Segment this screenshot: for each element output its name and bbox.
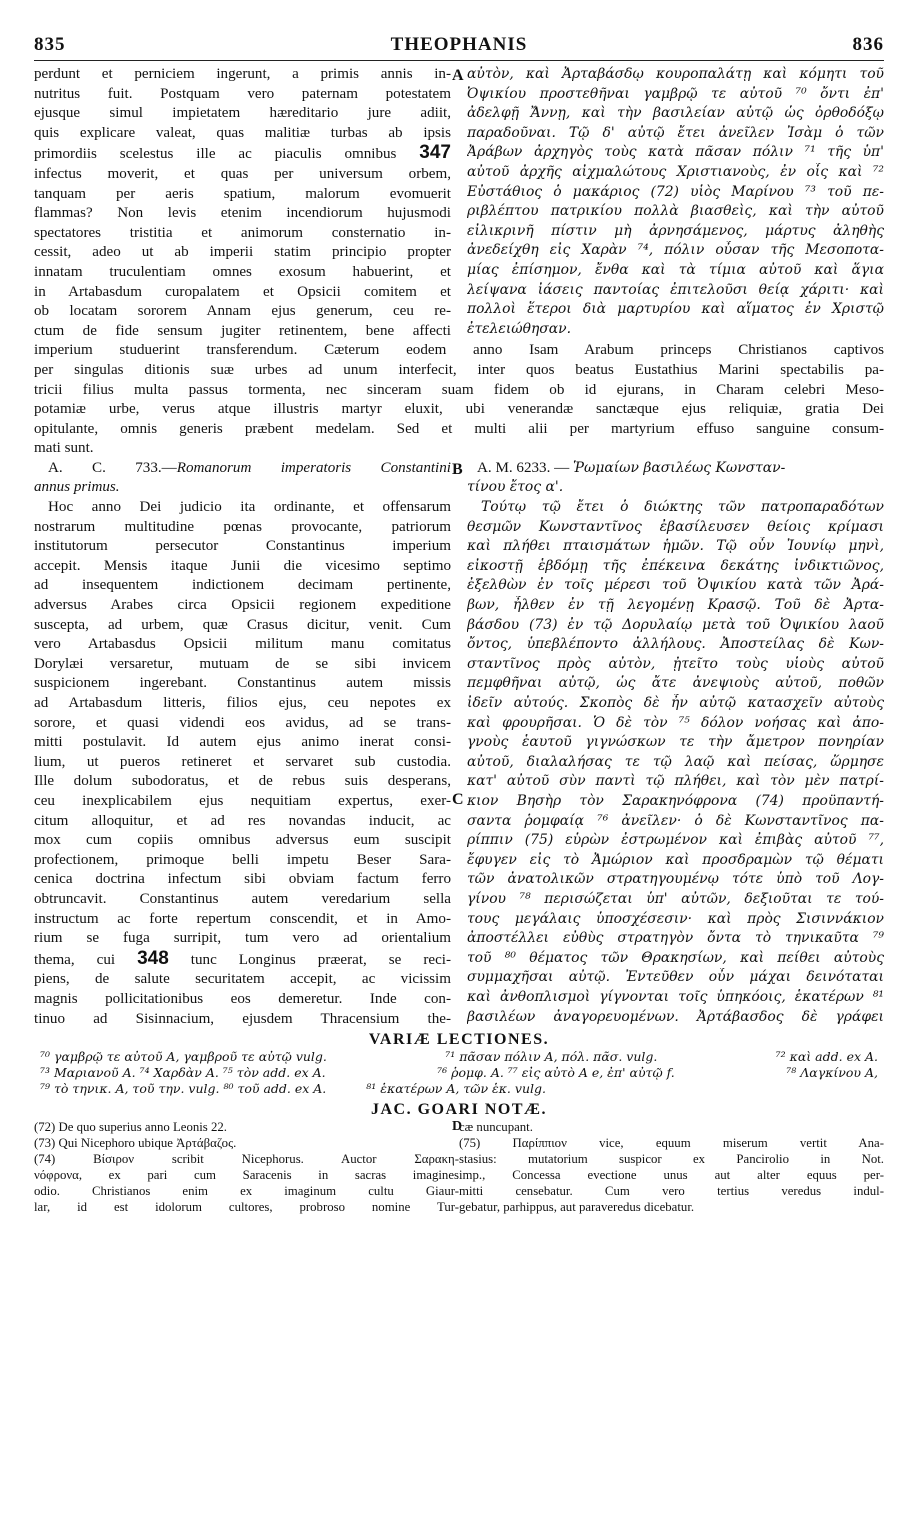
variant-entry: ⁷³ Μαριανοῦ A. ⁷⁴ Χαρδὰν A. ⁷⁵ τὸν add. ex A.: [40, 1065, 326, 1081]
variant-entry: ⁷¹ πᾶσαν πόλιν A, πόλ. πᾶσ. vulg.: [445, 1049, 658, 1065]
text-line: Hoc anno Dei judicio ita ordinante, et offensarum: [48, 499, 451, 516]
text-line: rium se fuga surripit, tum vero ad orientalium: [34, 930, 451, 947]
text-line: perdunt et perniciem ingerunt, a primis annis in-: [34, 66, 451, 82]
note-line: mitti censebatur. Cum vero tertius veredus indul-: [459, 1184, 884, 1199]
variant-entry: ⁸¹ ἑκατέρων A, τῶν ἑκ. vulg.: [366, 1081, 546, 1097]
text-line: lium, ut pueros retineret et servaret sub custodia.: [34, 753, 451, 770]
text-line: Εὐστάθιος ὁ μακάριος (72) υἱὸς Μαρίνου ⁷³ τοῦ πε-: [467, 183, 884, 200]
text-line: mitti postulavit. Id autem ejus animo inerat consi-: [34, 734, 451, 751]
text-line: potamiæ urbe, verus atque illustris martyr eluxit, ubi venerandæ sanctæque ejus reliquiæ, gratia Dei: [34, 401, 884, 418]
text-line: βασιλέων ἀναγορευομένων. Ἀρτάβασδος δὲ γράφει: [467, 1008, 884, 1025]
year-heading-greek: [467, 459, 884, 479]
text-line: ad insequentem indictionem decimam pertinente,: [34, 577, 451, 594]
text-line: ριβλέπτου πατρικίου πολλὰ βιασθεὶς, καὶ τὴν αὐτοῦ: [467, 203, 884, 220]
note-line: (73) Qui Nicephoro ubique Ἀρτάβαζος.: [34, 1136, 237, 1151]
text-fragment: thema, cui: [34, 951, 116, 968]
text-line: αὐτὸν, καὶ Ἀρταβάσδῳ κουροπαλάτῃ καὶ κόμητι τοῦ: [467, 66, 884, 82]
text-line: ἐξελθὼν ἐν τοῖς μέρεσι τοῦ Ὀψικίου κατὰ τῶν Ἀρά-: [467, 577, 884, 594]
page-number-right: 836: [852, 34, 884, 55]
text-line: συμμαχῆσαι αὐτῷ. Ἐντεῦθεν οὖν μάχαι δεινόταται: [467, 969, 884, 986]
text-line: βάσδου (73) ἐν τῷ Δορυλαίῳ μετὰ τοῦ Ὀψικίου λαοῦ: [467, 616, 884, 633]
text-line: ἔφυγεν εἰς τὸ Ἀμώριον καὶ προσδραμὼν τῷ θέματι: [467, 851, 884, 868]
text-line: τους μεγάλαις ὑποσχέσεσιν· καὶ πρὸς Σισιννάκιον: [467, 910, 884, 927]
latin-full-width-passage: [34, 341, 884, 459]
text-line: sorore, et quasi videndi eos avidus, ad se trans-: [34, 714, 451, 731]
text-line: εἰκοστῇ ἑβδόμῃ τῆς ἐπέκεινα δεκάτης ἰνδικτιῶνος,: [467, 557, 884, 574]
running-header: [34, 30, 884, 61]
top-columns: [34, 65, 884, 341]
variae-lectiones: [34, 1049, 884, 1097]
variant-entry: ⁷⁸ Λαγκίνου A,: [786, 1065, 878, 1081]
variant-row: [40, 1081, 878, 1097]
heading-line: τίνου ἔτος α'.: [467, 479, 564, 496]
text-line: ὄντος, ὑπεβλέποντο ἀλλήλους. Ἀποστείλας δὲ Κων-: [467, 636, 884, 653]
text-line: [34, 949, 451, 971]
text-line: obtruncavit. Constantinus autem veredarium sella: [34, 890, 451, 907]
text-line: tricii filius multa passus tormenta, nec sinceram suam fidem ob id ejurans, in Charam celebri Meso-: [34, 381, 884, 398]
text-line: flammas? Non levis etenim incendiorum hujusmodi: [34, 205, 451, 222]
text-line: κιον Βησὴρ τὸν Σαρακηνόφρονα (74) προϋπαντή-: [467, 792, 884, 809]
text-line: Τούτῳ τῷ ἔτει ὁ διώκτης τῶν πατροπαραδότων: [481, 499, 884, 516]
text-line: ἰδεῖν αὐτούς. Σκοπὸς δὲ ἦν αὐτῷ κατασχεῖν αὐτοὺς: [467, 695, 884, 711]
text-line: Dorylæi versaretur, mutuam de se sibi invicem: [34, 655, 451, 672]
heading-title: Ῥωμαίων βασιλέως Κωνσταν-: [573, 459, 786, 476]
text-line: ad Artabasdum litteris, filios ejus, ceu nepotes ex: [34, 695, 451, 711]
text-line: spectatores tristitia et animorum consternatio in-: [34, 224, 451, 241]
text-line: mati sunt.: [34, 440, 94, 457]
text-line: γίνου ⁷⁸ περισώζεται ὑπ' αὐτῶν, δεξιοῦται τε τού-: [467, 890, 884, 907]
text-line: innatam truculentiam omnes exosum habuerint, et: [34, 263, 451, 280]
text-line: ἐτελειώθησαν.: [467, 320, 572, 337]
text-line: magnis pollicitationibus eos demeretur. Inde con-: [34, 990, 451, 1007]
text-line: imperium studuerint transferendum. Cæterum eodem anno Isam Arabum princeps Christianos captivos: [34, 342, 884, 359]
variant-entry: ⁷⁶ ῥομφ. A. ⁷⁷ εἰς αὐτὸ A e, ἐπ' αὐτῷ f.: [437, 1065, 675, 1081]
note-line: cæ nuncupant.: [459, 1120, 533, 1135]
heading-title-cont: annus primus.: [34, 479, 120, 496]
note-line: odio. Christianos enim ex imaginum cultu Giaur-: [34, 1184, 459, 1199]
text-line: καὶ ἀνθοπλισμοὶ γίγνονται τοῖς ὑπηκόοις, ἑκατέρων ⁸¹: [467, 988, 884, 1005]
text-line: πολλοὶ ἕτεροι διὰ μαρτυρίου καὶ αἵματος ἐν Χριστῷ: [467, 301, 884, 318]
text-line: adversus Arabes circa Opsicii regionem expeditione: [34, 597, 451, 614]
note-line: (74) Βίσιρον scribit Nicephorus. Auctor Σαρακη-: [34, 1152, 459, 1167]
variant-entry: ⁷⁹ τὸ τηνικ. A, τοῦ την. vulg. ⁸⁰ τοῦ add. ex A.: [40, 1081, 327, 1097]
text-fragment: primordiis scelestus ille ac piaculis omnibus: [34, 146, 397, 163]
text-line: τοῦ ⁸⁰ θέματος τῶν Θρακησίων, καὶ πείθει αὐτοὺς: [467, 949, 884, 966]
notes-right: [459, 1119, 884, 1215]
text-line: πεμφθῆναι αὐτῷ, ὡς ἄτε ἀνεψιοὺς αὐτοῦ, ποθῶν: [467, 675, 884, 692]
notae-title: JAC. GOARI NOTÆ.: [370, 1101, 547, 1119]
text-line: ejusque simul impietatem hæreditario jure adiit,: [34, 105, 451, 122]
section-number-347: 347: [419, 143, 451, 164]
text-line: ρίππιν (75) εὑρὼν ἐστρωμένον καὶ ἐπιβὰς αὐτοῦ ⁷⁷,: [467, 832, 884, 849]
running-title: THEOPHANIS: [390, 34, 528, 55]
note-line: stasius: mutatorium suspicor ex Pancirolio in Not.: [459, 1152, 884, 1167]
variant-row: [40, 1049, 878, 1065]
text-line: Ὀψικίου προστεθῆναι γαμβρῷ τε αὐτοῦ ⁷⁰ ὄντι ἐπ': [467, 85, 884, 102]
text-line: cenica doctrina infectum sibi obviam factum ferro: [34, 871, 451, 888]
text-line: αὐτοῦ ἀρχῆς αἰχμαλώτους Χριστιανοὺς, ἐν οἷς καὶ ⁷²: [467, 163, 884, 180]
text-line: τῶν ἀνατολικῶν στρατηγουμένῳ τότε ὑπὸ τοῦ Λογ-: [467, 871, 884, 888]
text-line: ob locatam sororem Annam ejus generum, ceu re-: [34, 303, 451, 320]
text-line: tinuo ad Sisinnacium, ejusdem Thracensium the-: [34, 1010, 451, 1027]
text-line: infectus moverit, et quas per universum orbem,: [34, 165, 451, 182]
year-label: A. C. 733.—: [48, 459, 177, 476]
note-line: (75) Παρίππιον vice, equum miserum vertit Ana-: [459, 1136, 884, 1151]
text-line: ἀποστέλλει εὐθὺς στρατηγὸν ὄντα τὸ τηνικαῦτα ⁷⁹: [467, 930, 884, 947]
text-line: in Artabasdum curopalatem et Opsicii comitem et: [34, 283, 451, 300]
text-line: εἰλικρινῆ πίστιν μὴ ἀρνησάμενος, μάρτυς ἀληθὴς: [467, 222, 884, 239]
note-line: νόφρονα, ex pari cum Saracenis in sacras imagines: [34, 1168, 459, 1183]
text-line: mox cum copiis omnibus adversus eum suscipit: [34, 832, 451, 849]
note-line: imp., Concessa evectione unus aut alter equus per-: [459, 1168, 884, 1183]
text-line: θεσμῶν Κωνσταντῖνος ἐβασίλευσεν θείοις κρίμασι: [467, 518, 884, 535]
text-line: piens, de salute securitatem accepit, ac vicissim: [34, 971, 451, 988]
margin-letter-b: B: [452, 460, 463, 478]
latin-column-top: [34, 65, 459, 341]
year-label: A. M. 6233. —: [477, 459, 574, 476]
text-line: αὐτοῦ, διαλαλήσας τε τῷ λαῷ καὶ πείσας, ὥρμησε: [467, 753, 884, 770]
text-line: κατ' αὐτοῦ σὺν παντὶ τῷ πλήθει, καὶ τὸν μὲν πατρί-: [467, 773, 884, 790]
text-line: suscepta, ad urbem, quæ Crasus dicitur, venit. Cum: [34, 616, 451, 633]
variant-entry: ⁷² καὶ add. ex A.: [775, 1049, 878, 1065]
text-line: instructum ac forte repertum conscendit, et in Amo-: [34, 910, 451, 927]
heading-title: Romanorum imperatoris Constantini: [176, 459, 451, 476]
text-line: institutorum persecutor Constantinus imperium: [34, 538, 451, 555]
margin-letter-a: A: [452, 67, 464, 84]
variant-entry: ⁷⁰ γαμβρῷ τε αὐτοῦ A, γαμβροῦ τε αὐτῷ vulg.: [40, 1049, 327, 1065]
text-fragment: tunc Longinus præerat, se reci-: [190, 951, 451, 968]
text-line: γνοὺς ἑαυτοῦ γιγνώσκων τε τὴν ἄμετρον πονηρίαν: [467, 734, 884, 751]
text-line: ctum de fide sensum jugiter retinentem, bene affecti: [34, 322, 451, 339]
text-line: ἀνεδείχθη εἰς Χαρὰν ⁷⁴, πόλιν οὖσαν τῆς Μεσοποτα-: [467, 242, 884, 259]
text-line: Ille dolum subodoratus, et de rebus suis desperans,: [34, 773, 451, 790]
text-line: ceu inexplicabilem ejus nequitiam expertus, exer-: [34, 792, 451, 809]
heading-line: [34, 478, 451, 498]
text-line: μίας ἐπίσημον, ἔνθα καὶ τὰ τίμια αὐτοῦ καὶ ἅγια: [467, 261, 884, 278]
note-line: (72) De quo superius anno Leonis 22.: [34, 1120, 227, 1135]
note-line: lar, id est idolorum cultores, probroso nomine Tur-: [34, 1200, 459, 1215]
text-line: nutritus fuit. Postquam vero paternam potestatem: [34, 85, 451, 102]
note-line: gebatur, parhippus, aut paraveredus dicebatur.: [459, 1200, 695, 1215]
margin-letter-d: D: [452, 1119, 463, 1135]
text-line: tanquam per aeris spatium, malorum evomuerit: [34, 185, 451, 202]
text-line: cessit, adeo ut ab imperii statim principio propter: [34, 244, 451, 261]
section-number-348: 348: [137, 948, 169, 969]
variant-row: [40, 1065, 878, 1081]
text-line: opitulante, omnis generis præbent medelam. Sed et multi alii per martyrium effuso sanguine consum-: [34, 420, 884, 437]
year-heading-latin: [34, 459, 451, 479]
text-line: σαντα ῥομφαίᾳ ⁷⁶ ἀνεῖλεν· ὁ δὲ Κωνσταντῖνος πα-: [467, 812, 884, 829]
main-columns: [34, 459, 884, 1029]
text-line: βων, ἦλθεν ἐν τῇ λεγομένῃ Κρασῷ. Τοῦ δὲ Ἀρτα-: [467, 597, 884, 614]
text-line: per singulas ditionis suæ urbes ad unum interfecit, inter quos beatus Eustathius Marini spectabilis pa-: [34, 361, 884, 378]
page-number-left: 835: [34, 34, 66, 55]
text-line: nostrarum multitudine pœnas provocante, patriorum: [34, 518, 451, 535]
notes-columns: [34, 1119, 884, 1215]
text-line: καὶ φρουρῆσαι. Ὁ δὲ τὸν ⁷⁵ δόλον νοήσας καὶ ἀπο-: [467, 714, 884, 731]
text-line: ἀδελφῇ Ἄννῃ, καὶ τὴν βασιλείαν αὐτῷ ὡς ὀρθοδόξῳ: [467, 105, 884, 122]
text-line: quis explicare valeat, quas malitiæ turbas ab ipsis: [34, 124, 451, 141]
greek-text: [467, 498, 884, 1027]
text-line: accepit. Mensis itaque Junii die vicesimo septimo: [34, 557, 451, 574]
text-line: [34, 143, 451, 165]
text-line: vero Artabasdus Opsicii militum manu comitatus: [34, 636, 451, 653]
latin-column-main: [34, 459, 459, 1029]
text-line: citum alloquitur, et ad res novandas inducit, ac: [34, 812, 451, 829]
text-line: profectionem, primoque belli impetu Beser Sara-: [34, 851, 451, 868]
text-line: σταντῖνος πρὸς αὐτὸν, ᾐτεῖτο τοὺς υἱοὺς αὐτοῦ: [467, 655, 884, 672]
greek-column-top: [459, 65, 884, 341]
text-line: suspicionem ingerebant. Constantinus autem missis: [34, 675, 451, 692]
margin-letter-c: C: [452, 790, 464, 808]
notes-left: [34, 1119, 459, 1215]
greek-column-main: [459, 459, 884, 1029]
variae-lectiones-title: VARIÆ LECTIONES.: [368, 1031, 550, 1049]
text-line: Ἀράβων ἀρχηγὸς τοὺς κατὰ πᾶσαν πόλιν ⁷¹ τῆς ὑπ': [467, 144, 884, 161]
text-line: καὶ πλήθει πταισμάτων ἡμῶν. Τῷ οὖν Ἰουνίῳ μηνὶ,: [467, 538, 884, 555]
text-line: παραδοῦναι. Τῷ δ' αὐτῷ ἔτει ἀνεῖλεν Ἰσὰμ ὁ τῶν: [467, 124, 884, 141]
text-line: λείψανα ἰάσεις παντοίας ἐπιτελοῦσι θείᾳ χάριτι· καὶ: [467, 281, 884, 298]
